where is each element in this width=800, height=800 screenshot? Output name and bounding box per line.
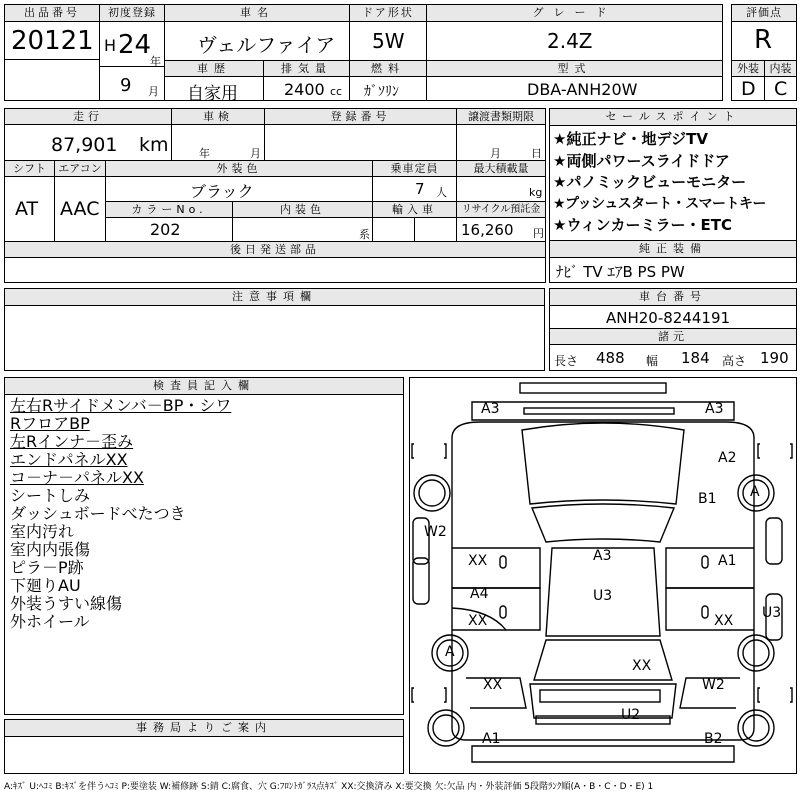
score-value: R	[754, 25, 773, 55]
capacity-unit: 人	[436, 186, 447, 199]
mark-a3-front-right: A3	[705, 401, 724, 417]
lot-number-cell	[4, 4, 100, 60]
shift-label: シフト	[4, 160, 55, 177]
notes-block	[4, 288, 545, 371]
load-unit: kg	[529, 186, 543, 199]
first-registration-label: 初度登録	[100, 5, 164, 22]
car-name-value: ヴェルファイア	[197, 33, 336, 57]
transfer-month-unit: 月	[490, 147, 501, 160]
sales-points-list	[553, 129, 766, 237]
ac-value: AAC	[60, 198, 100, 220]
spec-block	[4, 108, 545, 283]
inspector-line: コ－ナ－パネルXX	[10, 468, 144, 487]
sales-points-block	[549, 108, 797, 241]
chassis-block	[549, 288, 797, 371]
history-cell	[164, 60, 264, 104]
equipment-block	[549, 240, 797, 283]
color-value: ブラック	[190, 182, 254, 201]
mark-a-wheel-rear-left: A	[445, 644, 455, 660]
inspector-block	[4, 377, 404, 715]
mileage-unit: km	[139, 134, 169, 156]
inspection-year-unit: 年	[199, 147, 210, 160]
mark-b2-rear-right: B2	[704, 731, 723, 747]
width-value: 184	[681, 349, 710, 367]
registration-month: 9	[120, 75, 132, 96]
mark-u2-rear: U2	[621, 707, 641, 723]
mark-xx-rear-center: XX	[632, 658, 652, 674]
later-parts-label: 後日発送部品	[4, 241, 546, 258]
shift-value: AT	[15, 198, 39, 220]
height-value: 190	[760, 349, 789, 367]
inspection-label: 車検	[171, 108, 265, 125]
mark-a3-front-left: A3	[481, 401, 500, 417]
inspector-line: シートしみ	[10, 486, 91, 505]
car-name-label: 車名	[165, 5, 349, 22]
interior-grade-value: C	[774, 78, 788, 100]
inspector-line: 外装うすい線傷	[10, 594, 123, 613]
import-label: 輸入車	[372, 201, 457, 218]
dimensions-label: 諸元	[549, 328, 797, 345]
capacity-label: 乗車定員	[372, 160, 457, 177]
sales-point-item: ★純正ナビ・地デジTV	[553, 130, 708, 148]
mark-a-wheel-front-right: A	[750, 484, 760, 500]
load-label: 最大積載量	[456, 160, 546, 177]
reg-no-cell	[264, 124, 457, 161]
color-cell	[105, 176, 373, 202]
office-block	[4, 719, 404, 774]
recycle-cell	[456, 217, 546, 242]
legend-footer: A:ｷｽﾞ U:ﾍｺﾐ B:ｷｽﾞを伴うﾍｺﾐ P:要塗装 W:補修跡 S:錆 C:腐食、穴 G:ﾌﾛﾝﾄｶﾞﾗｽ点ｷｽﾞ XX:交換済み X:要交換 欠:欠品 内・外装評価 5段階ﾗﾝｸ順(A・B・C・D・E) 1	[4, 782, 654, 792]
mark-xx-rear-left: XX	[483, 677, 503, 693]
displacement-label: 排気量	[264, 61, 349, 77]
sales-points-label: セールスポイント	[550, 109, 796, 126]
inspector-line: ダッシュボードべたつき	[10, 504, 186, 523]
year-unit: 年	[150, 55, 161, 68]
shift-cell	[4, 176, 55, 242]
transfer-cell	[456, 124, 546, 161]
inspector-line: RフロアBP	[10, 414, 90, 433]
height-label: 高さ	[722, 354, 747, 368]
recycle-value: 16,260	[461, 221, 514, 239]
lot-number-label: 出品番号	[5, 5, 99, 22]
grade-cell	[426, 4, 723, 61]
door-cell	[349, 4, 427, 61]
ac-label: エアコン	[54, 160, 106, 177]
mark-w2-left: W2	[424, 524, 447, 540]
registration-year: 24	[118, 30, 152, 60]
length-label: 長さ	[554, 354, 579, 368]
mark-xx-front-left-door: XX	[468, 553, 488, 569]
reg-no-label: 登録番号	[264, 108, 457, 125]
office-label: 事務局よりご案内	[5, 720, 403, 737]
inspection-cell	[171, 124, 265, 161]
door-value: 5W	[372, 29, 405, 53]
fuel-label: 燃料	[350, 61, 426, 77]
inspector-line: 左右Rサイドメンバ－BP・シワ	[10, 396, 232, 415]
int-color-label: 内装色	[232, 201, 373, 218]
lot-number-value: 20121	[11, 26, 94, 56]
first-registration-cell	[99, 4, 165, 101]
exterior-grade-cell	[731, 60, 765, 101]
mark-a1-right-door: A1	[718, 553, 737, 569]
model-cell	[426, 60, 723, 101]
sales-point-item: ★ウィンカーミラー・ETC	[553, 216, 733, 234]
interior-grade-cell	[764, 60, 797, 101]
displacement-cell	[263, 60, 350, 101]
grade-label: グレード	[427, 5, 722, 22]
ac-cell	[54, 176, 106, 242]
mark-a1-rear-left: A1	[482, 731, 501, 747]
fuel-cell	[349, 60, 427, 101]
score-cell	[731, 4, 797, 61]
mark-u3-center: U3	[593, 588, 613, 604]
car-name-cell	[164, 4, 350, 61]
mark-xx-right-rear-door: XX	[714, 613, 734, 629]
lot-number-blank	[4, 59, 100, 101]
mark-a2-right: A2	[718, 450, 737, 466]
mark-a3-center: A3	[593, 548, 612, 564]
mileage-cell	[4, 124, 172, 161]
mark-w2-rear-right: W2	[702, 677, 725, 693]
sales-point-item: ★プッシュスタート・スマートキー	[553, 195, 767, 212]
model-value: DBA-ANH20W	[527, 80, 638, 99]
damage-diagram	[409, 377, 797, 774]
sales-point-item: ★両側パワースライドドア	[553, 151, 730, 170]
transfer-label: 譲渡書類期限	[456, 108, 546, 125]
exterior-grade-label: 外装	[732, 61, 764, 77]
load-cell	[456, 176, 546, 202]
mark-b1-right: B1	[698, 491, 717, 507]
month-unit: 月	[148, 85, 159, 98]
int-color-unit: 系	[359, 228, 370, 241]
capacity-cell	[372, 176, 457, 202]
car-outline	[410, 378, 796, 773]
inspector-line: 室内汚れ	[10, 522, 75, 541]
history-value: 自家用	[187, 84, 238, 104]
inspector-line: 左Rインナ－歪み	[10, 432, 134, 451]
later-parts-cell	[4, 257, 546, 283]
mark-u3-right: U3	[762, 605, 782, 621]
inspector-line: 外ホイール	[10, 612, 90, 631]
chassis-value: ANH20-8244191	[606, 309, 731, 327]
notes-label: 注意事項欄	[5, 289, 544, 306]
color-no-value: 202	[150, 220, 181, 239]
mileage-label: 走行	[4, 108, 172, 125]
score-label: 評価点	[732, 5, 796, 22]
mark-xx-left-rear-door: XX	[468, 613, 488, 629]
color-label: 外装色	[105, 160, 373, 177]
interior-grade-label: 内装	[765, 61, 796, 77]
displacement-value: 2400	[284, 80, 325, 99]
recycle-label: リサイクル預託金	[456, 201, 546, 218]
recycle-unit: 円	[533, 227, 544, 240]
inspector-line: 下廻りAU	[10, 576, 81, 595]
equipment-label: 純正装備	[550, 241, 796, 258]
inspection-month-unit: 月	[250, 147, 261, 160]
sales-point-item: ★パノミックビューモニター	[553, 173, 747, 191]
int-color-cell	[232, 217, 373, 242]
width-label: 幅	[646, 354, 659, 368]
length-value: 488	[596, 349, 625, 367]
fuel-value: ｶﾞｿﾘﾝ	[364, 84, 399, 100]
era: H	[104, 36, 117, 55]
inspector-line: ピラ－P跡	[10, 558, 84, 577]
door-label: ドア形状	[350, 5, 426, 22]
exterior-grade-value: D	[741, 78, 756, 100]
displacement-unit: cc	[330, 85, 343, 98]
history-label: 車歴	[165, 61, 263, 77]
mileage-value: 87,901	[51, 134, 118, 156]
inspector-line: エンドパネルXX	[10, 450, 128, 469]
inspector-line: 室内内張傷	[10, 540, 91, 559]
color-no-label: カラーNo.	[105, 201, 233, 218]
mark-a4-left: A4	[470, 586, 489, 602]
inspector-lines	[10, 397, 231, 631]
model-label: 型式	[427, 61, 722, 77]
import-cell	[372, 217, 457, 242]
equipment-value: ﾅﾋﾞ TV ｴｱB PS PW	[556, 263, 685, 281]
grade-value: 2.4Z	[547, 29, 593, 53]
capacity-value: 7	[415, 180, 425, 198]
chassis-label: 車台番号	[550, 289, 796, 306]
inspector-label: 検査員記入欄	[5, 378, 403, 395]
color-no-cell	[105, 217, 233, 242]
transfer-day-unit: 日	[531, 147, 542, 160]
